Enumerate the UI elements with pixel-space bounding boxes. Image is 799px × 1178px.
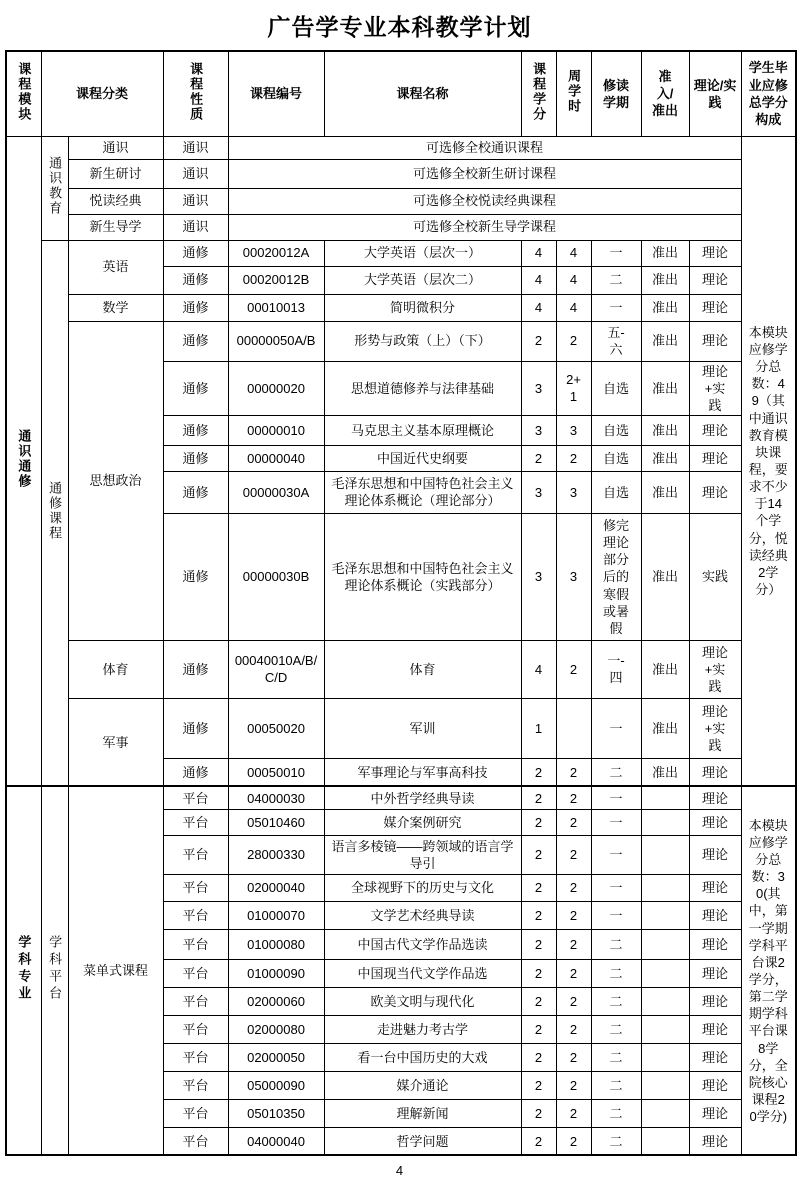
theory-cell: 理论+实践 <box>689 640 741 698</box>
nature-cell: 通修 <box>163 361 228 415</box>
course-name-cell: 中国现当代文学作品选 <box>324 959 521 987</box>
entry-cell <box>641 1015 689 1043</box>
nature-cell: 通识 <box>163 159 228 188</box>
category-cell: 悦读经典 <box>68 188 163 214</box>
credits-cell: 3 <box>521 415 556 445</box>
entry-cell <box>641 1043 689 1071</box>
nature-cell: 平台 <box>163 1127 228 1155</box>
hours-cell: 3 <box>556 513 591 640</box>
credits-cell: 2 <box>521 1099 556 1127</box>
module1-cat-general-cell <box>41 136 68 240</box>
teaching-plan-table <box>5 50 797 1156</box>
entry-cell: 准出 <box>641 294 689 321</box>
theory-cell: 理论 <box>689 874 741 901</box>
theory-cell: 理论+实践 <box>689 698 741 758</box>
course-row <box>6 321 796 361</box>
theory-cell: 理论 <box>689 929 741 959</box>
hours-cell: 3 <box>556 415 591 445</box>
theory-cell: 理论 <box>689 1099 741 1127</box>
entry-cell: 准出 <box>641 321 689 361</box>
nature-cell: 通修 <box>163 321 228 361</box>
col-header-hours <box>556 51 591 136</box>
course-name-cell: 中国近代史纲要 <box>324 445 521 471</box>
credits-cell: 2 <box>521 1127 556 1155</box>
semester-cell: 二 <box>591 1127 641 1155</box>
credits-cell: 2 <box>521 1071 556 1099</box>
module2-label: 学科专业 <box>16 934 32 1003</box>
entry-cell <box>641 874 689 901</box>
course-code-cell: 28000330 <box>228 835 324 874</box>
course-code-cell: 00050010 <box>228 758 324 786</box>
credits-cell: 2 <box>521 959 556 987</box>
theory-cell: 理论 <box>689 445 741 471</box>
credits-cell: 2 <box>521 445 556 471</box>
col-header-module-label: 课程模块 <box>16 61 32 122</box>
group-cell-english: 英语 <box>68 240 163 294</box>
semester-cell: 自选 <box>591 445 641 471</box>
course-code-cell: 02000050 <box>228 1043 324 1071</box>
elective-desc-cell: 可选修全校通识课程 <box>228 136 741 159</box>
credits-cell: 2 <box>521 758 556 786</box>
group-cell-politics: 思想政治 <box>68 321 163 640</box>
nature-cell: 平台 <box>163 959 228 987</box>
entry-cell: 准出 <box>641 240 689 266</box>
course-name-cell: 毛泽东思想和中国特色社会主义理论体系概论（理论部分） <box>324 471 521 513</box>
group-cell-military: 军事 <box>68 698 163 786</box>
course-name-cell: 马克思主义基本原理概论 <box>324 415 521 445</box>
theory-cell: 理论 <box>689 987 741 1015</box>
nature-cell: 通修 <box>163 758 228 786</box>
credits-cell: 3 <box>521 361 556 415</box>
course-code-cell: 05010350 <box>228 1099 324 1127</box>
col-header-semester: 修读学期 <box>591 51 641 136</box>
course-name-cell: 看一台中国历史的大戏 <box>324 1043 521 1071</box>
theory-cell: 理论 <box>689 1071 741 1099</box>
nature-cell: 平台 <box>163 929 228 959</box>
table-row <box>6 188 796 214</box>
hours-cell: 2 <box>556 835 591 874</box>
course-name-cell: 毛泽东思想和中国特色社会主义理论体系概论（实践部分） <box>324 513 521 640</box>
course-name-cell: 媒介通论 <box>324 1071 521 1099</box>
col-header-category: 课程分类 <box>41 51 163 136</box>
semester-cell: 一-四 <box>591 640 641 698</box>
col-header-theory: 理论/实践 <box>689 51 741 136</box>
theory-cell: 理论 <box>689 415 741 445</box>
col-header-entry: 准入/准出 <box>641 51 689 136</box>
entry-cell <box>641 1127 689 1155</box>
credits-cell: 2 <box>521 1043 556 1071</box>
module1-cell <box>6 136 41 786</box>
course-code-cell: 01000080 <box>228 929 324 959</box>
course-code-cell: 00020012A <box>228 240 324 266</box>
course-name-cell: 哲学问题 <box>324 1127 521 1155</box>
course-code-cell: 05010460 <box>228 809 324 835</box>
hours-cell: 2 <box>556 640 591 698</box>
nature-cell: 通修 <box>163 640 228 698</box>
credits-cell: 2 <box>521 1015 556 1043</box>
hours-cell: 3 <box>556 471 591 513</box>
course-code-cell: 02000060 <box>228 987 324 1015</box>
elective-desc-cell: 可选修全校新生导学课程 <box>228 214 741 240</box>
entry-cell: 准出 <box>641 361 689 415</box>
theory-cell: 理论 <box>689 809 741 835</box>
col-header-credits-label: 课程学分 <box>531 61 547 122</box>
course-code-cell: 04000030 <box>228 786 324 809</box>
table-row <box>6 136 796 159</box>
nature-cell: 通修 <box>163 294 228 321</box>
theory-cell: 实践 <box>689 513 741 640</box>
course-name-cell: 欧美文明与现代化 <box>324 987 521 1015</box>
semester-cell: 一 <box>591 809 641 835</box>
col-header-notes: 学生毕业应修总学分构成 <box>741 51 796 136</box>
table-row <box>6 214 796 240</box>
hours-cell: 4 <box>556 240 591 266</box>
nature-cell: 平台 <box>163 987 228 1015</box>
module2-cat-b-cell: 菜单式课程 <box>68 786 163 1155</box>
course-code-cell: 00000020 <box>228 361 324 415</box>
hours-cell: 4 <box>556 266 591 294</box>
theory-cell: 理论 <box>689 266 741 294</box>
hours-cell: 2 <box>556 1099 591 1127</box>
module1-notes-cell: 本模块应修学分总数：49（其中通识教育模块课程，要求不少于14个学分，悦读经典2学分） <box>741 136 796 786</box>
header-row <box>6 51 796 136</box>
semester-cell: 一 <box>591 786 641 809</box>
entry-cell: 准出 <box>641 471 689 513</box>
course-name-cell: 文学艺术经典导读 <box>324 901 521 929</box>
theory-cell: 理论 <box>689 240 741 266</box>
course-row <box>6 240 796 266</box>
theory-cell: 理论 <box>689 294 741 321</box>
course-code-cell: 00010013 <box>228 294 324 321</box>
nature-cell: 平台 <box>163 1015 228 1043</box>
course-code-cell: 00000030B <box>228 513 324 640</box>
nature-cell: 通修 <box>163 445 228 471</box>
nature-cell: 通修 <box>163 513 228 640</box>
semester-cell: 二 <box>591 1015 641 1043</box>
module2-notes-cell: 本模块应修学分总数：30(其中，第一学期学科平台课2学分，第二学期学科平台课8学分，全院核心课程20学分) <box>741 786 796 1155</box>
hours-cell: 2 <box>556 1127 591 1155</box>
theory-cell: 理论 <box>689 471 741 513</box>
nature-cell: 通识 <box>163 136 228 159</box>
hours-cell: 2 <box>556 987 591 1015</box>
semester-cell: 二 <box>591 987 641 1015</box>
elective-desc-cell: 可选修全校新生研讨课程 <box>228 159 741 188</box>
nature-cell: 平台 <box>163 835 228 874</box>
category-cell: 新生导学 <box>68 214 163 240</box>
hours-cell: 2 <box>556 786 591 809</box>
nature-cell: 通识 <box>163 214 228 240</box>
category-cell: 通识 <box>68 136 163 159</box>
course-name-cell: 理解新闻 <box>324 1099 521 1127</box>
course-name-cell: 体育 <box>324 640 521 698</box>
entry-cell <box>641 835 689 874</box>
col-header-name: 课程名称 <box>324 51 521 136</box>
page-title: 广告学专业本科教学计划 <box>267 14 532 40</box>
col-header-credits <box>521 51 556 136</box>
credits-cell: 3 <box>521 513 556 640</box>
semester-cell: 一 <box>591 835 641 874</box>
course-code-cell: 00040010A/B/C/D <box>228 640 324 698</box>
entry-cell: 准出 <box>641 266 689 294</box>
nature-cell: 平台 <box>163 874 228 901</box>
semester-cell: 二 <box>591 1099 641 1127</box>
course-name-cell: 军训 <box>324 698 521 758</box>
table-row <box>6 159 796 188</box>
semester-cell: 一 <box>591 901 641 929</box>
semester-cell: 二 <box>591 266 641 294</box>
semester-cell: 二 <box>591 1071 641 1099</box>
theory-cell: 理论 <box>689 786 741 809</box>
nature-cell: 平台 <box>163 809 228 835</box>
col-header-hours-label: 周学时 <box>566 69 582 115</box>
theory-cell: 理论 <box>689 901 741 929</box>
semester-cell: 一 <box>591 698 641 758</box>
entry-cell <box>641 809 689 835</box>
semester-cell: 一 <box>591 294 641 321</box>
hours-cell: 2 <box>556 1015 591 1043</box>
nature-cell: 平台 <box>163 1099 228 1127</box>
course-code-cell: 00000030A <box>228 471 324 513</box>
hours-cell: 2+1 <box>556 361 591 415</box>
nature-cell: 通修 <box>163 698 228 758</box>
hours-cell: 2 <box>556 874 591 901</box>
theory-cell: 理论+实践 <box>689 361 741 415</box>
semester-cell: 二 <box>591 1043 641 1071</box>
credits-cell: 4 <box>521 240 556 266</box>
elective-desc-cell: 可选修全校悦读经典课程 <box>228 188 741 214</box>
theory-cell: 理论 <box>689 1127 741 1155</box>
semester-cell: 二 <box>591 929 641 959</box>
credits-cell: 1 <box>521 698 556 758</box>
course-code-cell: 00050020 <box>228 698 324 758</box>
credits-cell: 2 <box>521 987 556 1015</box>
course-name-cell: 简明微积分 <box>324 294 521 321</box>
group-cell-pe: 体育 <box>68 640 163 698</box>
course-name-cell: 思想道德修养与法律基础 <box>324 361 521 415</box>
entry-cell: 准出 <box>641 415 689 445</box>
semester-cell: 一 <box>591 240 641 266</box>
course-row <box>6 786 796 809</box>
course-code-cell: 00000040 <box>228 445 324 471</box>
semester-cell: 五-六 <box>591 321 641 361</box>
course-name-cell: 军事理论与军事高科技 <box>324 758 521 786</box>
semester-cell: 一 <box>591 874 641 901</box>
nature-cell: 平台 <box>163 786 228 809</box>
course-code-cell: 02000040 <box>228 874 324 901</box>
nature-cell: 通修 <box>163 415 228 445</box>
semester-cell: 自选 <box>591 415 641 445</box>
entry-cell: 准出 <box>641 640 689 698</box>
credits-cell: 2 <box>521 809 556 835</box>
hours-cell: 2 <box>556 1043 591 1071</box>
course-name-cell: 媒介案例研究 <box>324 809 521 835</box>
course-code-cell: 01000090 <box>228 959 324 987</box>
nature-cell: 通修 <box>163 266 228 294</box>
theory-cell: 理论 <box>689 1043 741 1071</box>
entry-cell <box>641 901 689 929</box>
semester-cell: 自选 <box>591 471 641 513</box>
col-header-module <box>6 51 41 136</box>
credits-cell: 2 <box>521 874 556 901</box>
course-name-cell: 中外哲学经典导读 <box>324 786 521 809</box>
module1-cat-general-label: 通识教育 <box>47 155 63 216</box>
credits-cell: 4 <box>521 294 556 321</box>
page-number: 4 <box>395 1163 404 1178</box>
hours-cell: 2 <box>556 901 591 929</box>
theory-cell: 理论 <box>689 1015 741 1043</box>
course-code-cell: 02000080 <box>228 1015 324 1043</box>
entry-cell: 准出 <box>641 758 689 786</box>
semester-cell: 修完理论部分后的寒假或暑假 <box>591 513 641 640</box>
nature-cell: 平台 <box>163 1071 228 1099</box>
hours-cell: 2 <box>556 959 591 987</box>
credits-cell: 3 <box>521 471 556 513</box>
course-name-cell: 大学英语（层次二） <box>324 266 521 294</box>
category-cell: 新生研讨 <box>68 159 163 188</box>
entry-cell <box>641 987 689 1015</box>
module2-cat-a-label: 学科平台 <box>47 934 63 1003</box>
hours-cell: 2 <box>556 1071 591 1099</box>
course-row <box>6 294 796 321</box>
hours-cell: 4 <box>556 294 591 321</box>
semester-cell: 自选 <box>591 361 641 415</box>
semester-cell: 二 <box>591 959 641 987</box>
credits-cell: 4 <box>521 640 556 698</box>
course-code-cell: 00000050A/B <box>228 321 324 361</box>
theory-cell: 理论 <box>689 835 741 874</box>
theory-cell: 理论 <box>689 321 741 361</box>
course-row <box>6 640 796 698</box>
nature-cell: 平台 <box>163 1043 228 1071</box>
course-name-cell: 走进魅力考古学 <box>324 1015 521 1043</box>
entry-cell: 准出 <box>641 445 689 471</box>
nature-cell: 通修 <box>163 240 228 266</box>
module1-cat-common-cell <box>41 240 68 786</box>
course-name-cell: 大学英语（层次一） <box>324 240 521 266</box>
col-header-nature <box>163 51 228 136</box>
credits-cell: 2 <box>521 835 556 874</box>
entry-cell: 准出 <box>641 513 689 640</box>
credits-cell: 2 <box>521 321 556 361</box>
credits-cell: 2 <box>521 929 556 959</box>
credits-cell: 4 <box>521 266 556 294</box>
hours-cell <box>556 698 591 758</box>
entry-cell <box>641 959 689 987</box>
col-header-code: 课程编号 <box>228 51 324 136</box>
col-header-nature-label: 课程性质 <box>188 61 204 122</box>
entry-cell <box>641 1099 689 1127</box>
credits-cell: 2 <box>521 901 556 929</box>
hours-cell: 2 <box>556 321 591 361</box>
entry-cell: 准出 <box>641 698 689 758</box>
course-code-cell: 01000070 <box>228 901 324 929</box>
hours-cell: 2 <box>556 809 591 835</box>
entry-cell <box>641 1071 689 1099</box>
credits-cell: 2 <box>521 786 556 809</box>
entry-cell <box>641 786 689 809</box>
course-name-cell: 中国古代文学作品选读 <box>324 929 521 959</box>
module2-cell <box>6 786 41 1155</box>
entry-cell <box>641 929 689 959</box>
course-name-cell: 形势与政策（上）（下） <box>324 321 521 361</box>
course-name-cell: 语言多棱镜——跨领域的语言学导引 <box>324 835 521 874</box>
hours-cell: 2 <box>556 929 591 959</box>
course-code-cell: 05000090 <box>228 1071 324 1099</box>
theory-cell: 理论 <box>689 959 741 987</box>
course-row <box>6 698 796 758</box>
hours-cell: 2 <box>556 445 591 471</box>
semester-cell: 二 <box>591 758 641 786</box>
hours-cell: 2 <box>556 758 591 786</box>
course-code-cell: 00020012B <box>228 266 324 294</box>
theory-cell: 理论 <box>689 758 741 786</box>
nature-cell: 通修 <box>163 471 228 513</box>
module1-cat-common-label: 通修课程 <box>47 480 63 541</box>
course-code-cell: 00000010 <box>228 415 324 445</box>
nature-cell: 平台 <box>163 901 228 929</box>
group-cell-math: 数学 <box>68 294 163 321</box>
nature-cell: 通识 <box>163 188 228 214</box>
course-code-cell: 04000040 <box>228 1127 324 1155</box>
course-name-cell: 全球视野下的历史与文化 <box>324 874 521 901</box>
module2-cat-a-cell <box>41 786 68 1155</box>
module1-label: 通识通修 <box>16 428 32 489</box>
